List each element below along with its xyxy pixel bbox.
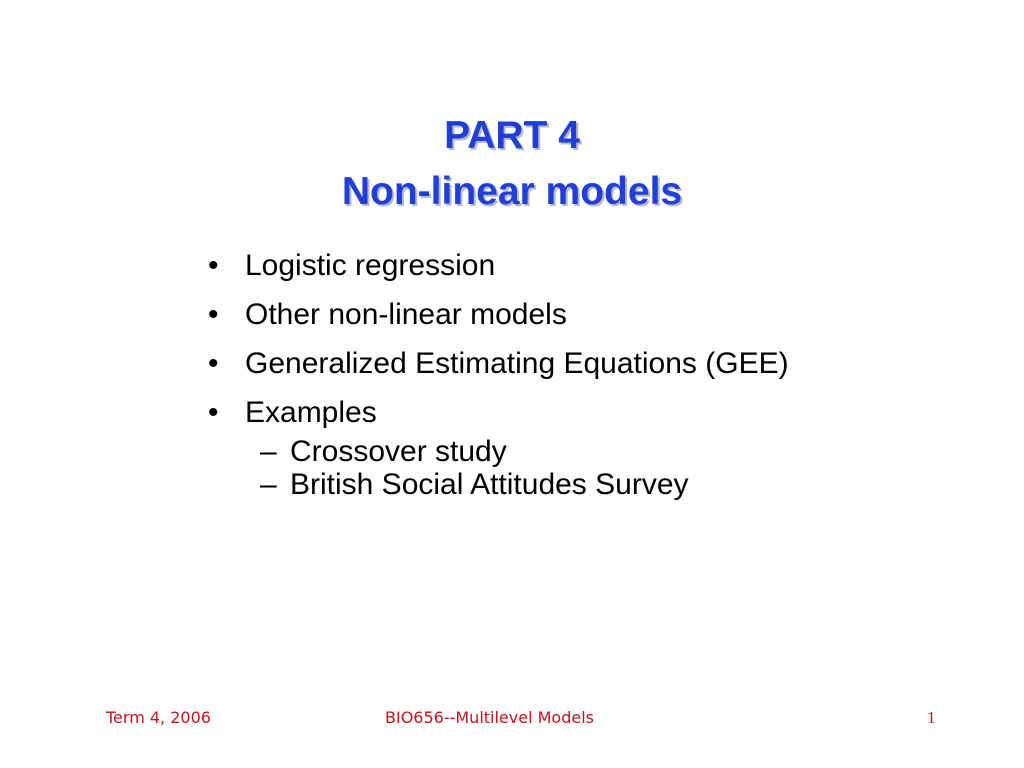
bullet-item-gee xyxy=(208,344,968,393)
sub-dash-icon: – xyxy=(260,468,277,501)
footer-course-title: BIO656--Multilevel Models xyxy=(385,708,594,727)
sub-item-british-social-attitudes-survey xyxy=(208,468,968,501)
sub-item-label: British Social Attitudes Survey xyxy=(290,468,689,501)
footer-date: Term 4, 2006 xyxy=(106,708,211,727)
bullet-item-other-non-linear-models xyxy=(208,295,968,344)
bullet-dot-icon: • xyxy=(208,249,219,282)
bullet-dot-icon: • xyxy=(208,298,219,331)
bullet-dot-icon: • xyxy=(208,396,219,429)
bullet-item-logistic-regression xyxy=(208,246,968,295)
slide-title xyxy=(0,108,1024,220)
sub-item-crossover-study xyxy=(208,435,968,468)
sub-dash-icon: – xyxy=(260,435,277,468)
title-line-topic: Non-linear models xyxy=(341,170,683,213)
bullet-label: Logistic regression xyxy=(245,249,496,282)
bullet-label: Other non-linear models xyxy=(245,298,567,331)
bullet-dot-icon: • xyxy=(208,347,219,380)
bullet-label: Generalized Estimating Equations (GEE) xyxy=(245,347,789,380)
bullet-item-examples xyxy=(208,393,968,435)
bullet-label: Examples xyxy=(245,396,377,429)
title-line-part: PART 4 xyxy=(444,114,580,157)
bullet-list xyxy=(208,246,968,501)
footer-page-number: 1 xyxy=(927,708,936,727)
sub-item-label: Crossover study xyxy=(290,435,507,468)
